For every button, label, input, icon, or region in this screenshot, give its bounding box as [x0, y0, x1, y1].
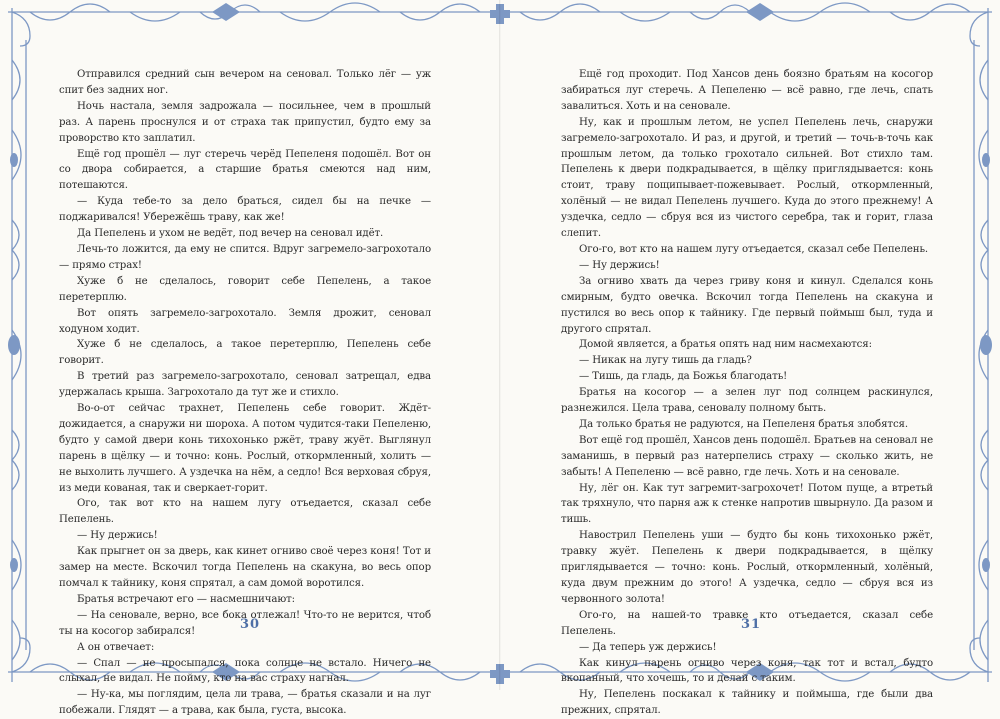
paragraph: — Спал — не просыпался, пока солнце не встало. Ничего не слыхал, не видал. Не пойму, кто на вас страху нагнал. [59, 657, 431, 685]
paragraph: Ого-го, на нашей-то травке кто отъедается, сказал себе Пепелень. [561, 609, 933, 637]
right-side-medallion [980, 335, 992, 355]
paragraph: Братья встречают его — насмешничают: [77, 593, 295, 605]
paragraph: Хуже б не сделалось, говорит себе Пепелень, а такое перетерплю. [59, 275, 431, 303]
paragraph: Ну, лёг он. Как тут загремит-загрохочет! Потом пуще, а втретьй так тряхнуло, что парня аж к стенке напротив швырнуло. Да разом и тишь. [561, 482, 933, 526]
left-side-bud-bottom [10, 558, 18, 572]
paragraph: Отправился средний сын вечером на сеновал. Только лёг — уж спит без задних ног. [59, 69, 431, 96]
paragraph: Домой является, а братья опять над ним насмехаются: [579, 339, 872, 351]
page-number-right: 31 [741, 617, 762, 632]
paragraph: Ну, Пепелень поскакал к тайнику и поймыша, где были два прежних, спрятал. [561, 689, 933, 717]
paragraph: Как прыгнет он за дверь, как кинет огниво своё через коня! Тот и замер на месте. Вскочил тогда Пепелень на скакуна, во весь опор помчал к тайнику, коня спрятал, а сам домой воротился. [59, 546, 431, 589]
paragraph: — Ну держись! [77, 530, 158, 542]
paragraph: Навострил Пепелень уши — будто бы конь тихохонько ржёт, травку жуёт. Пепелень к двери подкрадывается, в щёлку приглядывается — точно: конь. Рослый, откормленный, холёный, куда двум прежним до этого! А уздечка, седло — сбруя вся из червонного золота! [561, 530, 933, 605]
paragraph: За огниво хвать да через гриву коня и кинул. Сделался конь смирным, будто овечка. Вскочил тогда Пепелень на скакуна и пустился во весь опор к тайнику. Где первый поймыш был, туда и другого спрятал. [561, 275, 933, 335]
paragraph: Ну, как и прошлым летом, не успел Пепелень лечь, снаружи загремело-загрохотало. И раз, и другой, и третий — точь-в-точь как прошлым летом, да только грохотало сильней. Вот стихло там. Пепелень к двери подкрадывается, в щёлку приглядывается: конь стоит, траву пощипывает-пожевывает. Рослый, откормленный, холёный — не видал Пепелень лучшего. Куда до этого прежнему! А уздечка, седло — сбруя вся из чистого серебра, так и горит, глаза слепит. [561, 116, 933, 240]
paragraph: — Тишь, да гладь, да Божья благодать! [579, 371, 788, 383]
right-side-bud-bottom [982, 558, 990, 572]
paragraph: Да только братья не радуются, на Пепеленя братья злобятся. [579, 418, 909, 430]
right-side-bud-top [982, 153, 990, 167]
paragraph: Ого, так вот кто на нашем лугу отъедается, сказал себе Пепелень. [59, 498, 431, 526]
paragraph: А он отвечает: [77, 641, 155, 653]
book-gutter [499, 0, 501, 690]
paragraph: Вот ещё год прошёл, Хансов день подошёл. Братьев на сеновал не заманишь, в первый раз натерпелись страху — сколько жить, не забыть! А Пепеленю — всё равно, где лечь. Хоть и на сеновале. [561, 434, 933, 478]
paragraph: — Ну-ка, мы поглядим, цела ли трава, — братья сказали и на луг побежали. Глядят — а трава, как была, густа, высока. [59, 689, 431, 717]
left-side-bud-top [10, 153, 18, 167]
paragraph: — Куда тебе-то за дело браться, сидел бы на печке — поджаривался! Убережёшь траву, как же! [59, 196, 431, 224]
paragraph: Во-о-от сейчас трахнет, Пепелень себе говорит. Ждёт-дожидается, а снаружи ни шороха. А потом чудится-таки Пепеленю, будто у самой двери конь тихохонько ржёт, траву жуёт. Выглянул парень в щёлку — и точно: конь. Рослый, откормленный, холить — не выхолить лучшего. А уздечка на нём, а седло! Вся верховая сбруя, из меди кованая, так и сверкает-горит. [59, 403, 431, 494]
left-side-medallion [8, 335, 20, 355]
paragraph: Ещё год проходит. Под Хансов день боязно братьям на косогор забираться луг стеречь. А Пепеленю — всё равно, где лечь, спать завалиться. Хоть и на сеновале. [561, 69, 933, 112]
paragraph: Братья на косогор — а зелен луг под солнцем раскинулся, разнежился. Цела трава, сеновалу полному быть. [561, 387, 933, 415]
paragraph: — Да теперь уж держись! [579, 641, 717, 653]
paragraph: Ого-го, вот кто на нашем лугу отъедается, сказал себе Пепелень. [579, 243, 929, 255]
paragraph: — На сеновале, верно, все бока отлежал! Что-то не верится, чтоб ты на косогор забирался! [59, 609, 431, 637]
paragraph: Вот опять загремело-загрохотало. Земля дрожит, сеновал ходуном ходит. [59, 307, 431, 335]
paragraph: — Никак на лугу тишь да гладь? [579, 355, 752, 367]
paragraph: В третий раз загремело-загрохотало, сеновал затрещал, едва удержалась крыша. Загрохотало да тут же и стихло. [59, 371, 431, 399]
paragraph: — Ну держись! [579, 259, 660, 271]
paragraph: Ночь настала, земля задрожала — посильнее, чем в прошлый раз. А парень проснулся и от страха так припустил, будто ему за проворство кто заплатил. [59, 100, 431, 144]
paragraph: Хуже б не сделалось, а такое перетерплю, Пепелень себе говорит. [59, 339, 431, 367]
page-number-left: 30 [240, 617, 261, 632]
paragraph: Да Пепелень и ухом не ведёт, под вечер на сеновал идёт. [77, 228, 384, 240]
paragraph: Лечь-то ложится, да ему не спится. Вдруг загремело-загрохотало — прямо страх! [59, 243, 431, 271]
paragraph: Ещё год прошёл — луг стеречь черёд Пепеленя подошёл. Вот он со двора собирается, а старшие братья смеются над ним, потешаются. [59, 148, 431, 192]
top-center-ornament-right [746, 3, 774, 21]
paragraph: Как кинул парень огниво через коня, так тот и встал, будто вкопанный, что хочешь, то и делай с таким. [561, 657, 933, 685]
